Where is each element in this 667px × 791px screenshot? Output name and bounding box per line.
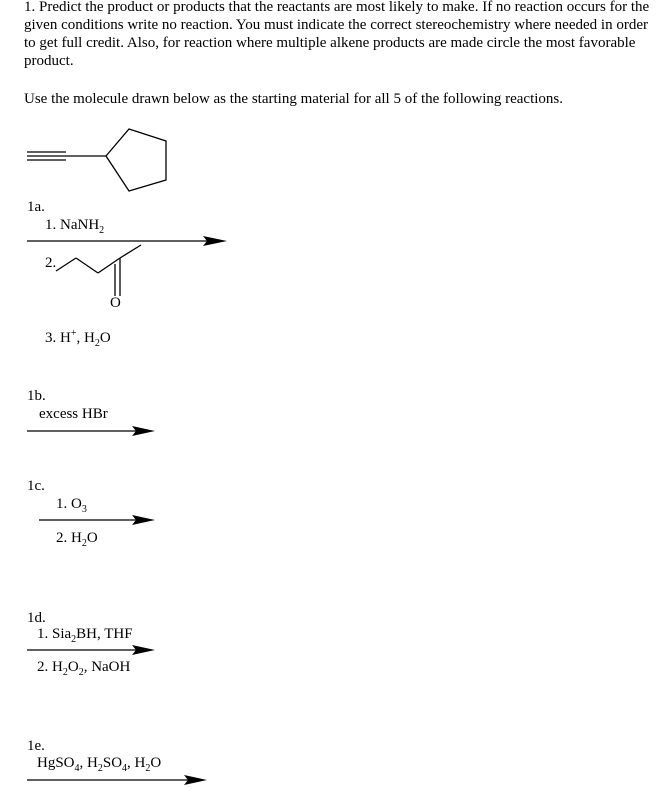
reaction-label-1c: 1c. <box>27 478 45 494</box>
step-number: 2. <box>56 530 68 546</box>
step-number: 2. <box>45 255 57 271</box>
reaction-label-1a: 1a. <box>27 199 45 215</box>
subscript: 2 <box>97 763 103 774</box>
instruction-text: Use the molecule drawn below as the starting material for all 5 of the following reactions. <box>24 91 563 107</box>
subscript: 2 <box>94 338 100 349</box>
reagent-text: , NaOH <box>83 659 131 675</box>
subscript: 4 <box>122 763 128 774</box>
reagent-text: H <box>52 659 63 675</box>
reagent-text: O <box>71 496 82 512</box>
reagent-text: Sia <box>52 626 72 642</box>
question-text: 1. Predict the product or products that the reactants are most likely to make. If no reaction occurs for the given conditions write no reaction. You must indicate the correct stereochemistry where needed in order to get full credit. Also, for reaction where multiple alkene products are made circle the most favorable product. <box>24 0 650 69</box>
reaction-label-1d: 1d. <box>27 610 46 626</box>
subscript: 2 <box>145 763 151 774</box>
reagent-text: SO <box>102 755 123 771</box>
reaction-1c-step2 <box>56 530 98 547</box>
reaction-1e-reagent <box>37 755 161 772</box>
subscript: 2 <box>78 667 84 678</box>
reagent-text: O <box>99 330 111 346</box>
subscript: 2 <box>81 538 87 549</box>
reaction-1b-reagent: excess HBr <box>39 406 108 422</box>
reagent-text: O <box>67 659 79 675</box>
reaction-label-1e: 1e. <box>27 738 45 754</box>
step-number: 1. <box>37 626 49 642</box>
reagent-text: NaNH <box>60 217 100 233</box>
reagent-text: BH, THF <box>76 626 133 642</box>
reagent-text: , H <box>76 330 95 346</box>
reagent-text: H <box>60 330 71 346</box>
subscript: 2 <box>62 667 68 678</box>
superscript: + <box>70 328 77 339</box>
step-number: 3. <box>45 330 57 346</box>
reaction-1a-step2 <box>45 255 56 272</box>
reagent-text: H <box>71 530 82 546</box>
reaction-1c-step1 <box>56 496 87 513</box>
subscript: 3 <box>81 504 87 515</box>
reaction-label-1b: 1b. <box>27 388 46 404</box>
reagent-text: , H <box>79 755 98 771</box>
reaction-1d-step1 <box>37 626 133 643</box>
subscript: 4 <box>74 763 80 774</box>
step-number: 1. <box>45 217 57 233</box>
reaction-1d-step2 <box>37 659 130 676</box>
reagent-text: O <box>86 530 98 546</box>
carbonyl-oxygen: O <box>110 295 121 311</box>
subscript: 2 <box>71 634 77 645</box>
step-number: 2. <box>37 659 49 675</box>
step-number: 1. <box>56 496 68 512</box>
reagent-text: O <box>150 755 162 771</box>
reagent-text: HgSO <box>37 755 75 771</box>
reaction-1a-step1 <box>45 217 104 234</box>
reagent-text: , H <box>127 755 146 771</box>
subscript: 2 <box>99 225 105 236</box>
reaction-1a-step3 <box>45 330 111 347</box>
